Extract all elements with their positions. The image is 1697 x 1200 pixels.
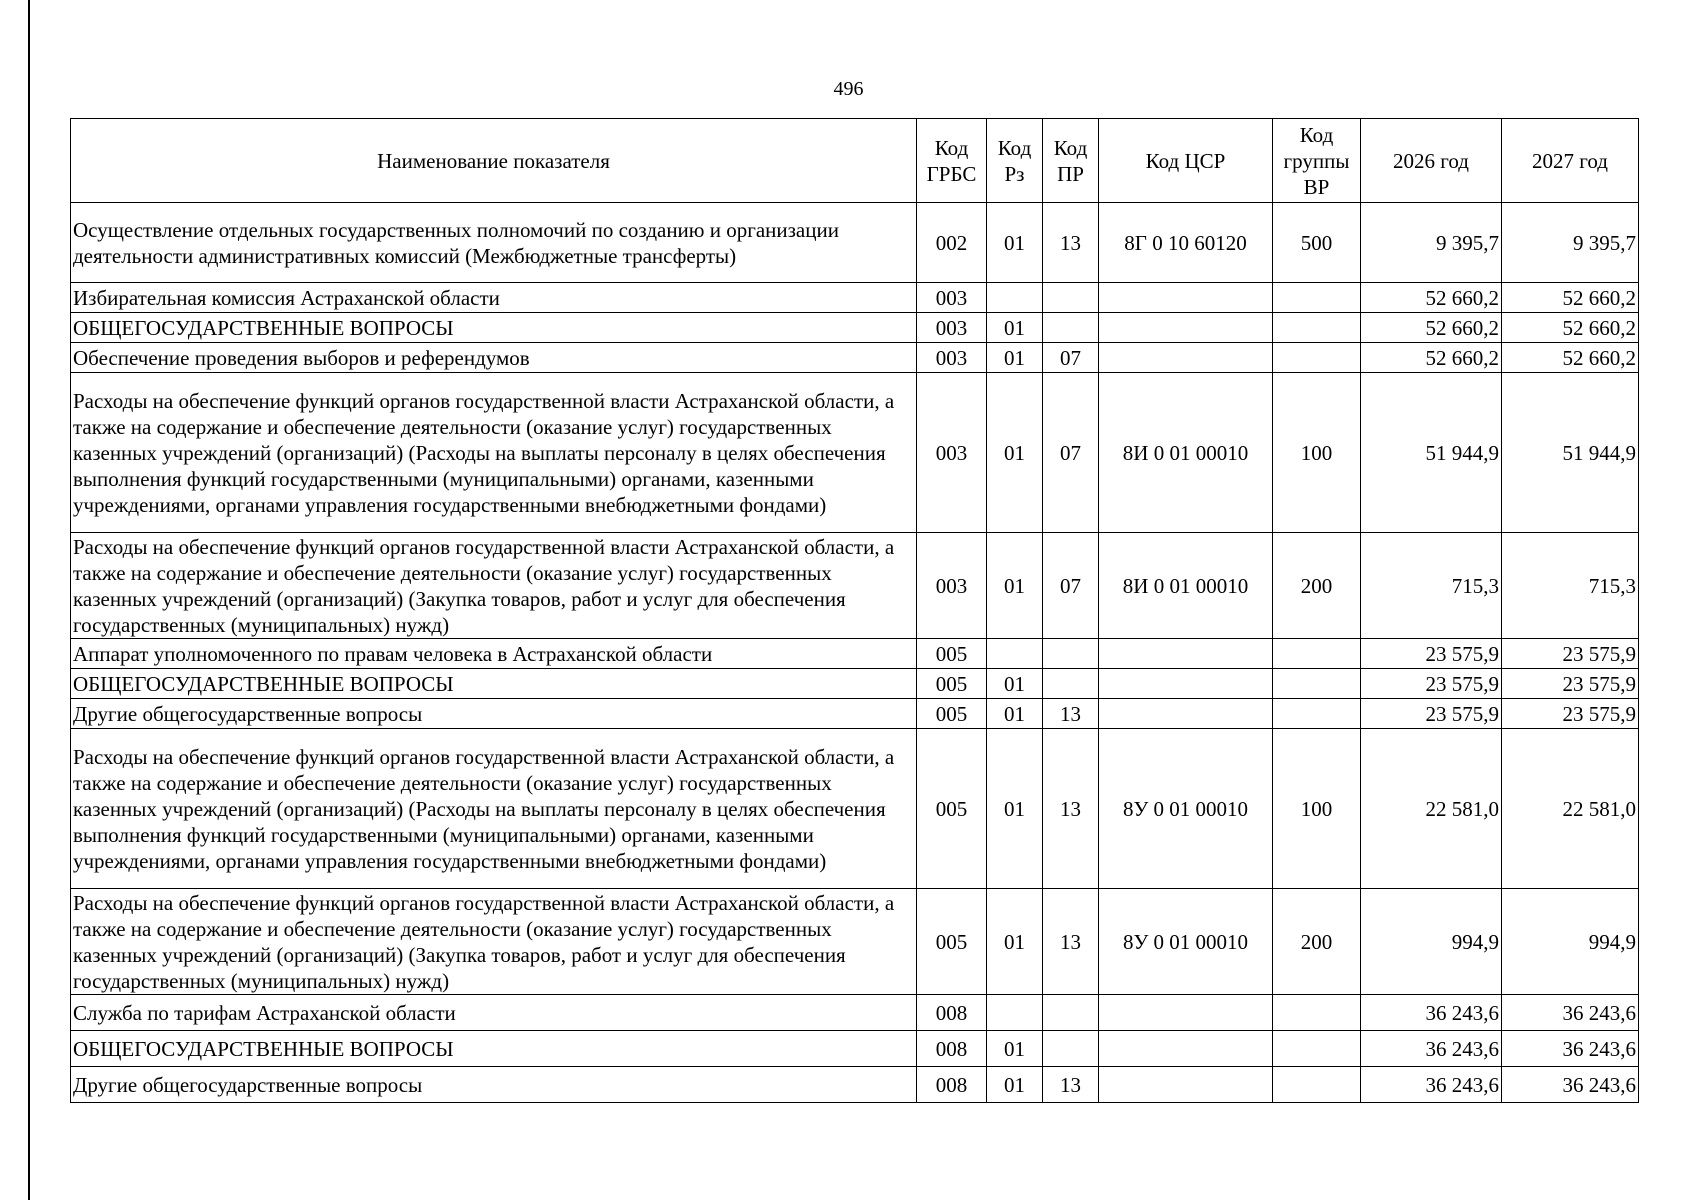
cell-2026: 36 243,6	[1361, 1067, 1502, 1103]
table-row	[71, 995, 1639, 1031]
cell-pr: 13	[1043, 889, 1099, 995]
cell-grbs: 003	[917, 343, 987, 373]
cell-name: ОБЩЕГОСУДАРСТВЕННЫЕ ВОПРОСЫ	[71, 669, 917, 699]
cell-csr	[1099, 313, 1273, 343]
cell-pr: 13	[1043, 729, 1099, 889]
cell-rz: 01	[987, 203, 1043, 283]
header-pr: Код ПР	[1043, 119, 1099, 203]
cell-csr: 8Г 0 10 60120	[1099, 203, 1273, 283]
cell-2026: 23 575,9	[1361, 669, 1502, 699]
cell-2027: 9 395,7	[1502, 203, 1639, 283]
cell-pr: 07	[1043, 373, 1099, 533]
cell-vr	[1273, 1031, 1361, 1067]
cell-pr	[1043, 1031, 1099, 1067]
cell-csr	[1099, 639, 1273, 669]
cell-csr: 8И 0 01 00010	[1099, 533, 1273, 639]
cell-vr	[1273, 669, 1361, 699]
cell-2026: 36 243,6	[1361, 1031, 1502, 1067]
cell-vr: 200	[1273, 889, 1361, 995]
cell-pr: 13	[1043, 699, 1099, 729]
cell-grbs: 005	[917, 669, 987, 699]
cell-2026: 52 660,2	[1361, 343, 1502, 373]
cell-rz: 01	[987, 343, 1043, 373]
cell-grbs: 005	[917, 699, 987, 729]
cell-rz: 01	[987, 669, 1043, 699]
cell-2027: 52 660,2	[1502, 283, 1639, 313]
binding-line	[28, 0, 30, 1200]
cell-2027: 23 575,9	[1502, 669, 1639, 699]
table-row	[71, 283, 1639, 313]
cell-2027: 36 243,6	[1502, 995, 1639, 1031]
cell-rz: 01	[987, 889, 1043, 995]
cell-vr: 500	[1273, 203, 1361, 283]
cell-2026: 52 660,2	[1361, 283, 1502, 313]
cell-rz: 01	[987, 1031, 1043, 1067]
cell-2026: 23 575,9	[1361, 699, 1502, 729]
cell-pr	[1043, 639, 1099, 669]
cell-name: Расходы на обеспечение функций органов государственной власти Астраханской области, а также на содержание и обеспечение деятельности (оказание услуг) государственных казенных учреждений (организаций) (Закупка товаров, работ и услуг для обеспечения государственных (муниципальных) нужд)	[71, 889, 917, 995]
cell-2027: 23 575,9	[1502, 639, 1639, 669]
table-row	[71, 729, 1639, 889]
cell-2027: 22 581,0	[1502, 729, 1639, 889]
cell-name: Расходы на обеспечение функций органов государственной власти Астраханской области, а также на содержание и обеспечение деятельности (оказание услуг) государственных казенных учреждений (организаций) (Закупка товаров, работ и услуг для обеспечения государственных (муниципальных) нужд)	[71, 533, 917, 639]
cell-2026: 22 581,0	[1361, 729, 1502, 889]
cell-rz	[987, 639, 1043, 669]
cell-grbs: 003	[917, 373, 987, 533]
cell-vr: 100	[1273, 729, 1361, 889]
header-row	[71, 119, 1639, 203]
cell-2026: 9 395,7	[1361, 203, 1502, 283]
cell-vr	[1273, 283, 1361, 313]
cell-2027: 36 243,6	[1502, 1031, 1639, 1067]
cell-2026: 36 243,6	[1361, 995, 1502, 1031]
cell-name: Осуществление отдельных государственных полномочий по созданию и организации деятельности административных комиссий (Межбюджетные трансферты)	[71, 203, 917, 283]
cell-name: Другие общегосударственные вопросы	[71, 699, 917, 729]
cell-grbs: 003	[917, 313, 987, 343]
cell-rz: 01	[987, 699, 1043, 729]
cell-vr: 200	[1273, 533, 1361, 639]
cell-rz: 01	[987, 1067, 1043, 1103]
header-2027: 2027 год	[1502, 119, 1639, 203]
cell-csr	[1099, 283, 1273, 313]
table-row	[71, 343, 1639, 373]
cell-name: Расходы на обеспечение функций органов государственной власти Астраханской области, а также на содержание и обеспечение деятельности (оказание услуг) государственных казенных учреждений (организаций) (Расходы на выплаты персоналу в целях обеспечения выполнения функций государственными (муниципальными) органами, казенными учреждениями, органами управления государственными внебюджетными фондами)	[71, 729, 917, 889]
cell-rz	[987, 995, 1043, 1031]
cell-name: ОБЩЕГОСУДАРСТВЕННЫЕ ВОПРОСЫ	[71, 313, 917, 343]
cell-2027: 715,3	[1502, 533, 1639, 639]
cell-name: Избирательная комиссия Астраханской области	[71, 283, 917, 313]
cell-csr	[1099, 343, 1273, 373]
cell-2027: 36 243,6	[1502, 1067, 1639, 1103]
cell-2027: 51 944,9	[1502, 373, 1639, 533]
cell-csr: 8И 0 01 00010	[1099, 373, 1273, 533]
table-row	[71, 203, 1639, 283]
header-grbs: Код ГРБС	[917, 119, 987, 203]
page-number: 496	[833, 78, 864, 100]
cell-pr: 07	[1043, 533, 1099, 639]
cell-grbs: 002	[917, 203, 987, 283]
cell-grbs: 008	[917, 995, 987, 1031]
table-row	[71, 889, 1639, 995]
cell-csr	[1099, 1067, 1273, 1103]
cell-name: Другие общегосударственные вопросы	[71, 1067, 917, 1103]
table-row	[71, 699, 1639, 729]
cell-2026: 23 575,9	[1361, 639, 1502, 669]
cell-vr	[1273, 1067, 1361, 1103]
cell-rz: 01	[987, 729, 1043, 889]
cell-name: Аппарат уполномоченного по правам человека в Астраханской области	[71, 639, 917, 669]
cell-2026: 52 660,2	[1361, 313, 1502, 343]
cell-name: ОБЩЕГОСУДАРСТВЕННЫЕ ВОПРОСЫ	[71, 1031, 917, 1067]
cell-vr	[1273, 313, 1361, 343]
cell-2027: 52 660,2	[1502, 343, 1639, 373]
cell-csr	[1099, 699, 1273, 729]
cell-grbs: 005	[917, 889, 987, 995]
cell-2027: 52 660,2	[1502, 313, 1639, 343]
cell-2027: 994,9	[1502, 889, 1639, 995]
cell-pr	[1043, 313, 1099, 343]
cell-grbs: 008	[917, 1067, 987, 1103]
cell-vr	[1273, 639, 1361, 669]
cell-grbs: 008	[917, 1031, 987, 1067]
cell-2026: 51 944,9	[1361, 373, 1502, 533]
cell-csr	[1099, 995, 1273, 1031]
cell-pr	[1043, 669, 1099, 699]
table-row	[71, 313, 1639, 343]
cell-csr: 8У 0 01 00010	[1099, 889, 1273, 995]
cell-pr	[1043, 995, 1099, 1031]
header-rz: Код Рз	[987, 119, 1043, 203]
cell-vr	[1273, 995, 1361, 1031]
table-row	[71, 1067, 1639, 1103]
header-vr: Код группы ВР	[1273, 119, 1361, 203]
cell-vr: 100	[1273, 373, 1361, 533]
cell-2027: 23 575,9	[1502, 699, 1639, 729]
table-row	[71, 533, 1639, 639]
cell-csr	[1099, 669, 1273, 699]
cell-vr	[1273, 699, 1361, 729]
cell-2026: 715,3	[1361, 533, 1502, 639]
cell-rz	[987, 283, 1043, 313]
cell-name: Служба по тарифам Астраханской области	[71, 995, 917, 1031]
cell-rz: 01	[987, 373, 1043, 533]
cell-pr: 07	[1043, 343, 1099, 373]
cell-pr: 13	[1043, 203, 1099, 283]
cell-pr	[1043, 283, 1099, 313]
cell-vr	[1273, 343, 1361, 373]
cell-name: Расходы на обеспечение функций органов государственной власти Астраханской области, а также на содержание и обеспечение деятельности (оказание услуг) государственных казенных учреждений (организаций) (Расходы на выплаты персоналу в целях обеспечения выполнения функций государственными (муниципальными) органами, казенными учреждениями, органами управления государственными внебюджетными фондами)	[71, 373, 917, 533]
table-row	[71, 373, 1639, 533]
cell-name: Обеспечение проведения выборов и референдумов	[71, 343, 917, 373]
cell-rz: 01	[987, 313, 1043, 343]
cell-csr	[1099, 1031, 1273, 1067]
cell-grbs: 003	[917, 533, 987, 639]
cell-csr: 8У 0 01 00010	[1099, 729, 1273, 889]
header-name: Наименование показателя	[71, 119, 917, 203]
cell-grbs: 003	[917, 283, 987, 313]
header-csr: Код ЦСР	[1099, 119, 1273, 203]
budget-table	[70, 118, 1639, 1103]
header-2026: 2026 год	[1361, 119, 1502, 203]
table-row	[71, 639, 1639, 669]
cell-pr: 13	[1043, 1067, 1099, 1103]
cell-grbs: 005	[917, 639, 987, 669]
cell-rz: 01	[987, 533, 1043, 639]
cell-2026: 994,9	[1361, 889, 1502, 995]
table-row	[71, 669, 1639, 699]
table-row	[71, 1031, 1639, 1067]
cell-grbs: 005	[917, 729, 987, 889]
